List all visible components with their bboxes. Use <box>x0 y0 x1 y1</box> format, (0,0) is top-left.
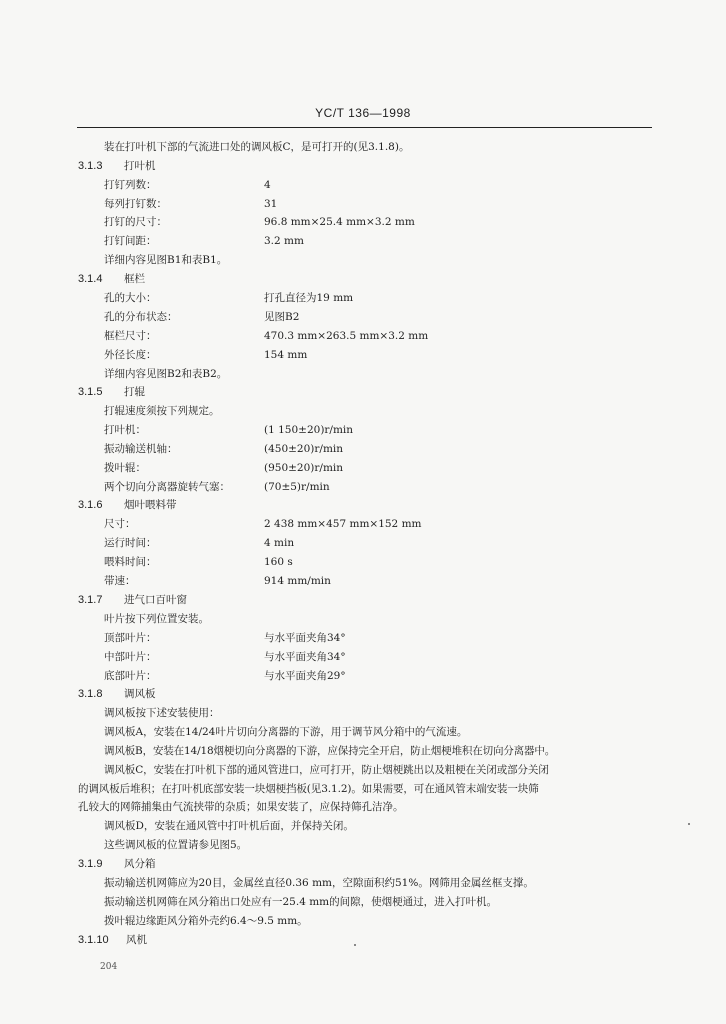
section-title-313: 打叶机 <box>124 160 156 172</box>
row-label: 带速： <box>104 575 136 587</box>
row-value: (70±5)r/min <box>264 481 330 493</box>
row-value: 154 mm <box>264 349 308 361</box>
section-title-314: 框栏 <box>124 273 145 285</box>
row-value: 3.2 mm <box>264 235 304 247</box>
row-label: 尺寸： <box>104 518 136 530</box>
row-value: 4 <box>264 179 271 191</box>
paragraph-line: 调风板按下述安装使用： <box>104 707 220 719</box>
row-label: 打叶机： <box>104 424 146 436</box>
row-value: 470.3 mm×263.5 mm×3.2 mm <box>264 330 429 342</box>
paragraph-line: 调风板D，安装在通风管中打叶机后面，并保持关闭。 <box>104 820 354 832</box>
section-intro-317: 叶片按下列位置安装。 <box>104 613 209 625</box>
section-title-3110: 风机 <box>126 934 147 946</box>
intro-paragraph: 装在打叶机下部的气流进口处的调风板C，是可打开的(见3.1.8)。 <box>104 141 410 153</box>
section-note-313: 详细内容见图B1和表B1。 <box>104 254 228 266</box>
row-label: 拨叶辊： <box>104 462 146 474</box>
section-number-316: 3.1.6 <box>78 499 103 511</box>
row-value: 160 s <box>264 556 293 568</box>
row-value: 2 438 mm×457 mm×152 mm <box>264 518 422 530</box>
paragraph-line: 调风板C，安装在打叶机下部的通风管进口，应可打开，防止烟梗跳出以及粗梗在关闭或部分关闭 <box>104 764 549 776</box>
section-title-316: 烟叶喂料带 <box>124 499 177 511</box>
paragraph-line: 这些调风板的位置请参见图5。 <box>104 839 248 851</box>
row-value: 见图B2 <box>264 311 300 323</box>
section-number-315: 3.1.5 <box>78 386 103 398</box>
paragraph-line: 孔较大的网筛捕集由气流挟带的杂质；如果安装了，应保持筛孔洁净。 <box>78 801 404 813</box>
section-title-319: 风分箱 <box>124 858 156 870</box>
section-title-318: 调风板 <box>124 688 156 700</box>
row-label: 底部叶片： <box>104 670 157 682</box>
section-title-317: 进气口百叶窗 <box>124 594 187 606</box>
row-label: 打钉的尺寸： <box>104 216 167 228</box>
row-value: (950±20)r/min <box>264 462 344 474</box>
row-label: 孔的分布状态： <box>104 311 178 323</box>
scan-speck <box>354 944 356 946</box>
section-number-314: 3.1.4 <box>78 273 103 285</box>
section-number-317: 3.1.7 <box>78 594 103 606</box>
row-label: 打钉间距： <box>104 235 157 247</box>
section-number-313: 3.1.3 <box>78 160 103 172</box>
paragraph-line: 振动输送机网筛在风分箱出口处应有一25.4 mm的间隙，使烟梗通过，进入打叶机。 <box>104 896 498 908</box>
page-number: 204 <box>100 962 118 972</box>
row-label: 每列打钉数： <box>104 198 167 210</box>
header-title: YC/T 136—1998 <box>315 106 411 120</box>
section-number-319: 3.1.9 <box>78 858 103 870</box>
section-number-318: 3.1.8 <box>78 688 103 700</box>
row-value: 4 min <box>264 537 295 549</box>
section-title-315: 打辊 <box>124 386 145 398</box>
section-note-314: 详细内容见图B2和表B2。 <box>104 368 228 380</box>
row-value: 96.8 mm×25.4 mm×3.2 mm <box>264 216 415 228</box>
row-label: 打钉列数： <box>104 179 157 191</box>
row-label: 框栏尺寸： <box>104 330 157 342</box>
row-value: 914 mm/min <box>264 575 331 587</box>
paragraph-line: 振动输送机网筛应为20目，金属丝直径0.36 mm，空隙面积约51%。网筛用金属丝框支撑。 <box>104 877 534 889</box>
paragraph-line: 调风板B，安装在14/18烟梗切向分离器的下游，应保持完全开启，防止烟梗堆积在切向分离器中。 <box>104 745 556 757</box>
row-label: 运行时间： <box>104 537 157 549</box>
section-intro-315: 打辊速度须按下列规定。 <box>104 405 220 417</box>
paragraph-line: 拨叶辊边缘距风分箱外壳约6.4～9.5 mm。 <box>104 915 308 927</box>
row-label: 中部叶片： <box>104 651 157 663</box>
row-value: 与水平面夹角34° <box>264 651 346 663</box>
row-label: 孔的大小： <box>104 292 157 304</box>
paragraph-line: 的调风板后堆积；在打叶机底部安装一块烟梗挡板(见3.1.2)。如果需要，可在通风管末端安装一块筛 <box>78 783 539 795</box>
row-value: (450±20)r/min <box>264 443 344 455</box>
paragraph-line: 调风板A，安装在14/24叶片切向分离器的下游，用于调节风分箱中的气流速。 <box>104 726 468 738</box>
row-value: (1 150±20)r/min <box>264 424 354 436</box>
scan-speck <box>688 823 690 825</box>
row-value: 与水平面夹角29° <box>264 670 346 682</box>
row-label: 喂料时间： <box>104 556 157 568</box>
row-value: 与水平面夹角34° <box>264 632 346 644</box>
row-label: 两个切向分离器旋转气塞： <box>104 481 230 493</box>
row-label: 外径长度： <box>104 349 157 361</box>
row-label: 振动输送机轴： <box>104 443 178 455</box>
row-label: 顶部叶片： <box>104 632 157 644</box>
section-number-3110: 3.1.10 <box>78 934 109 946</box>
row-value: 31 <box>264 198 278 210</box>
row-value: 打孔直径为19 mm <box>264 292 354 304</box>
header-rule <box>77 127 652 128</box>
